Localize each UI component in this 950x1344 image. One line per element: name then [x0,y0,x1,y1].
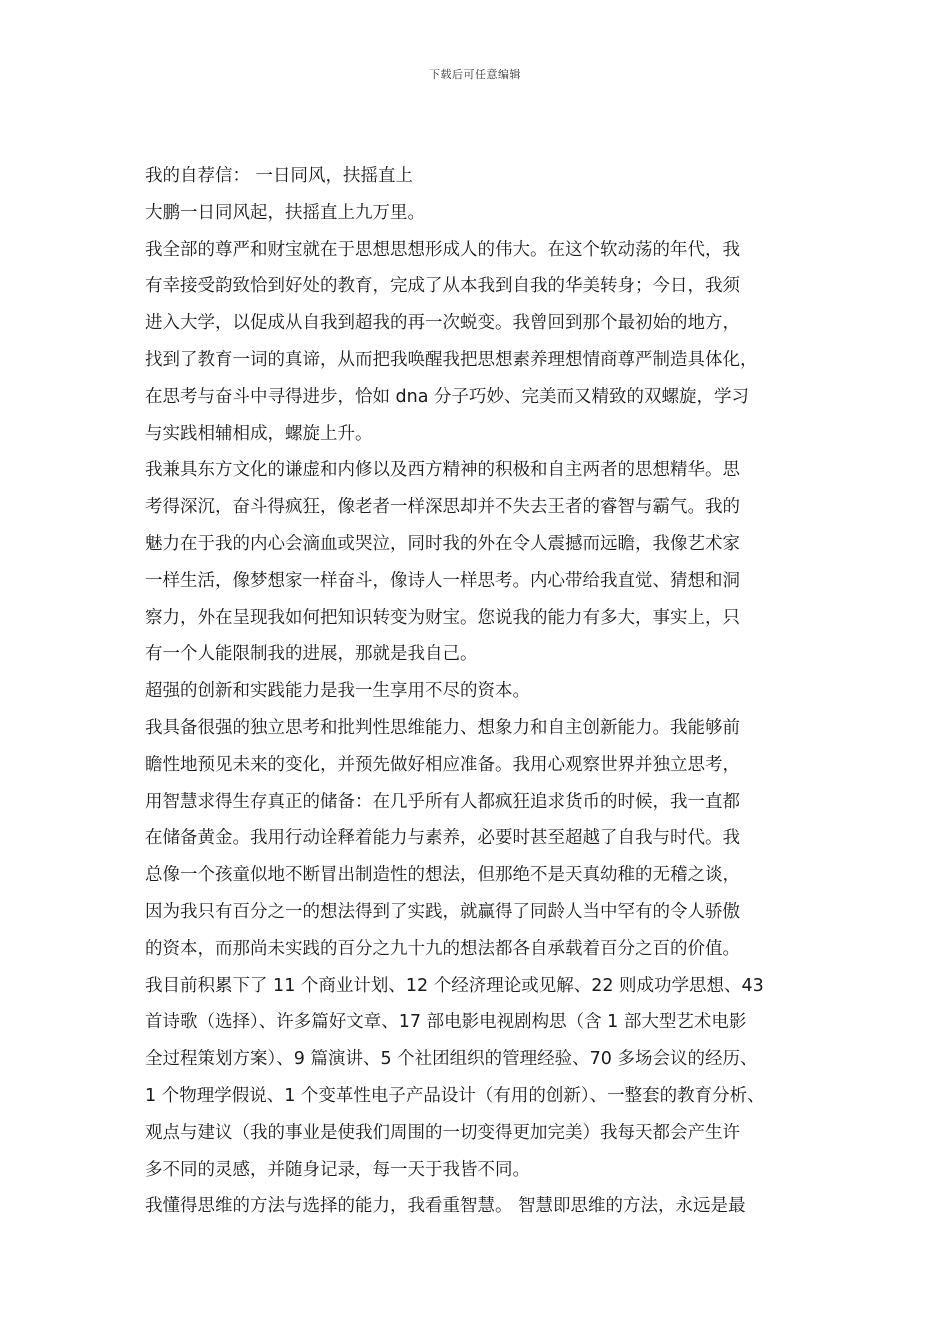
text-line: 的资本，而那尚未实践的百分之九十九的想法都各自承载着百分之百的价值。 [145,938,740,959]
text-line: 我目前积累下了 11 个商业计划、12 个经济理论或见解、22 则成功学思想、43 [145,975,764,996]
text-line: 用智慧求得生存真正的储备：在几乎所有人都疯狂追求货币的时候，我一直都 [145,791,740,812]
document-body [145,158,825,1225]
text-line: 有幸接受韵致恰到好处的教育，完成了从本我到自我的华美转身；今日，我须 [145,276,740,297]
text-line: 总像一个孩童似地不断冒出制造性的想法，但那绝不是天真幼稚的无稽之谈， [145,865,740,886]
text-line: 多不同的灵感，并随身记录，每一天于我皆不同。 [145,1159,530,1180]
text-line: 我具备很强的独立思考和批判性思维能力、想象力和自主创新能力。我能够前 [145,717,740,738]
text-line: 魅力在于我的内心会滴血或哭泣，同时我的外在令人震撼而远瞻，我像艺术家 [145,533,740,554]
text-line: 超强的创新和实践能力是我一生享用不尽的资本。 [145,681,530,702]
text-line: 在储备黄金。我用行动诠释着能力与素养，必要时甚至超越了自我与时代。我 [145,828,740,849]
text-line: 1 个物理学假说、1 个变革性电子产品设计（有用的创新）、一整套的教育分析、 [145,1085,765,1106]
text-line: 我懂得思维的方法与选择的能力，我看重智慧。 智慧即思维的方法，永远是最 [145,1196,746,1217]
page-header: 下载后可任意编辑 [429,68,521,81]
text-line: 一样生活，像梦想家一样奋斗，像诗人一样思考。内心带给我直觉、猜想和洞 [145,570,740,591]
text-line: 进入大学，以促成从自我到超我的再一次蜕变。我曾回到那个最初始的地方， [145,313,740,334]
document-title: 我的自荐信： 一日同风，扶摇直上 [145,166,414,186]
text-line: 找到了教育一词的真谛，从而把我唤醒我把思想素养理想情商尊严制造具体化， [145,349,758,370]
text-line: 大鹏一日同风起，扶摇直上九万里。 [145,202,425,223]
text-line: 在思考与奋斗中寻得进步，恰如 dna 分子巧妙、完美而又精致的双螺旋，学习 [145,386,750,407]
text-line: 我全部的尊严和财宝就在于思想思想形成人的伟大。在这个软动荡的年代，我 [145,239,740,260]
text-line: 首诗歌（选择）、许多篇好文章、17 部电影电视剧构思（含 1 部大型艺术电影 [145,1012,747,1033]
text-line: 与实践相辅相成，螺旋上升。 [145,423,373,444]
text-line: 察力，外在呈现我如何把知识转变为财宝。您说我的能力有多大，事实上，只 [145,607,740,628]
text-line: 瞻性地预见未来的变化，并预先做好相应准备。我用心观察世界并独立思考， [145,754,740,775]
text-line: 有一个人能限制我的进展，那就是我自己。 [145,644,478,665]
text-line: 因为我只有百分之一的想法得到了实践，就赢得了同龄人当中罕有的令人骄傲 [145,901,740,922]
text-line: 全过程策划方案）、9 篇演讲、5 个社团组织的管理经验、70 多场会议的经历、 [145,1049,758,1070]
text-line: 我兼具东方文化的谦虚和内修以及西方精神的积极和自主两者的思想精华。思 [145,460,740,481]
text-line: 考得深沉，奋斗得疯狂，像老者一样深思却并不失去王者的睿智与霸气。我的 [145,497,740,518]
text-line: 观点与建议（我的事业是使我们周围的一切变得更加完美）我每天都会产生许 [145,1122,740,1143]
